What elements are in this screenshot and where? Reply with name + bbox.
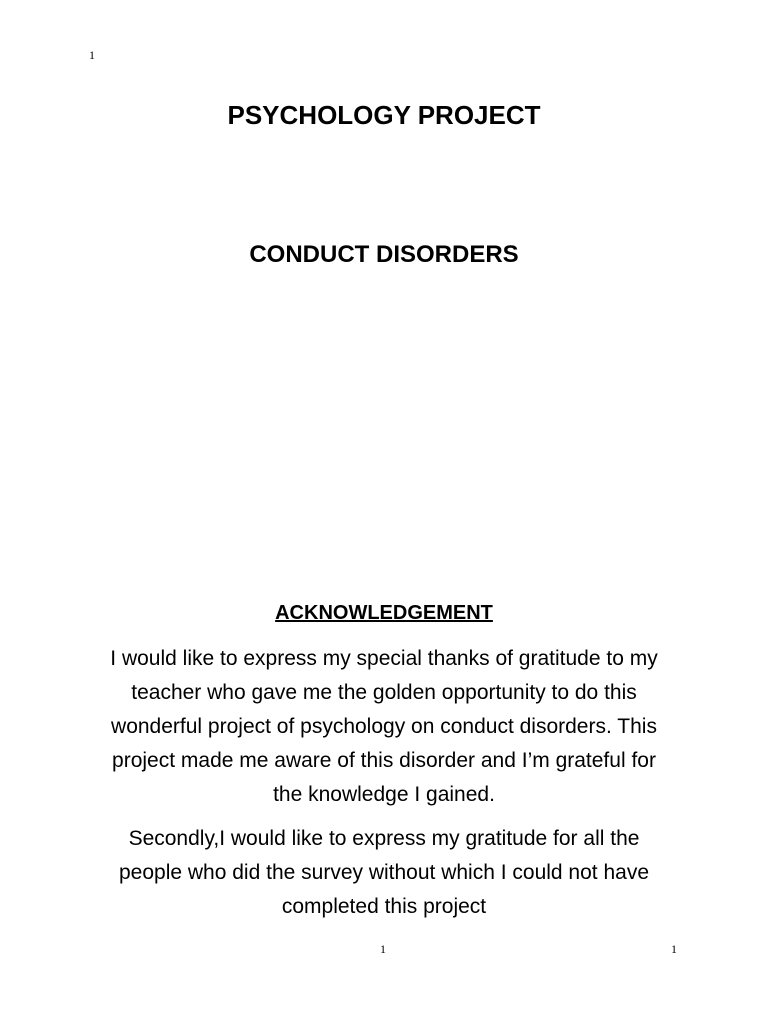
page-number-bottom-center: 1: [380, 942, 386, 956]
acknowledgement-heading: ACKNOWLEDGEMENT: [275, 602, 493, 624]
document-title: PSYCHOLOGY PROJECT: [227, 100, 541, 130]
page-number-top: 1: [89, 48, 95, 62]
acknowledgement-paragraph-2: Secondly,I would like to express my gratitude for all the people who did the survey without which I could not have completed this project: [119, 827, 649, 918]
acknowledgement-paragraph-1: I would like to express my special thanks of gratitude to my teacher who gave me the golden opportunity to do this wonderful project of psychology on conduct disorders. This project made me aware of this disorder and I’m grateful for the knowledge I gained.: [110, 647, 658, 806]
page-number-bottom-right: 1: [671, 942, 677, 956]
document-subtitle: CONDUCT DISORDERS: [249, 241, 519, 268]
